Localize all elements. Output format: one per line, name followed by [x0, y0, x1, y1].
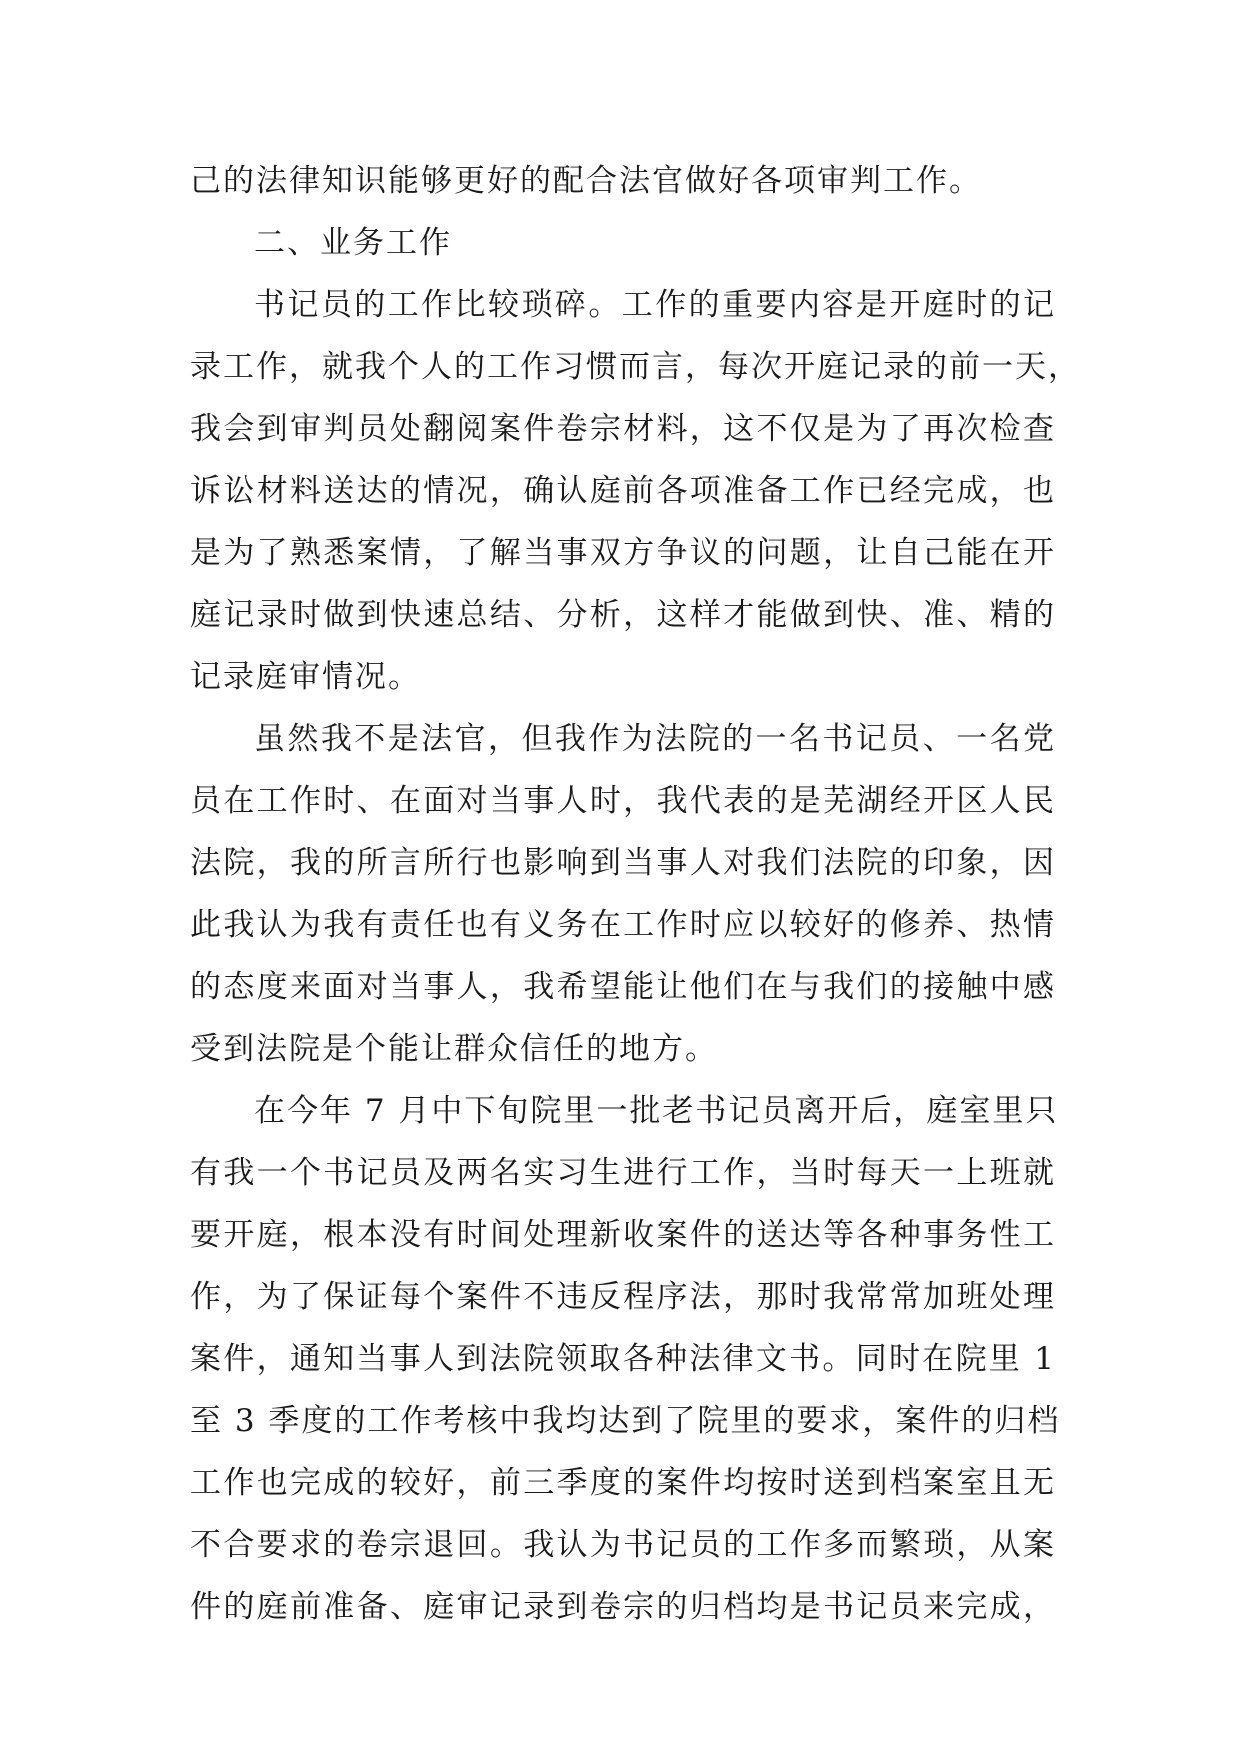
text-line: 我会到审判员处翻阅案件卷宗材料，这不仅是为了再次检查	[190, 411, 1056, 447]
text-line: 记录庭审情况。	[190, 659, 421, 695]
text-line: 虽然我不是法官，但我作为法院的一名书记员、一名党	[254, 721, 1056, 757]
text-line: 己的法律知识能够更好的配合法官做好各项审判工作。	[190, 163, 982, 199]
text-line: 工作也完成的较好，前三季度的案件均按时送到档案室且无	[190, 1465, 1056, 1501]
text-line: 庭记录时做到快速总结、分析，这样才能做到快、准、精的	[190, 597, 1056, 633]
text-line: 不合要求的卷宗退回。我认为书记员的工作多而繁琐，从案	[190, 1527, 1056, 1563]
text-line: 要开庭，根本没有时间处理新收案件的送达等各种事务性工	[190, 1217, 1056, 1253]
text-line: 案件，通知当事人到法院领取各种法律文书。同时在院里 1	[190, 1341, 1056, 1377]
text-line: 诉讼材料送达的情况，确认庭前各项准备工作已经完成，也	[190, 473, 1056, 509]
section-heading: 二、业务工作	[254, 225, 452, 261]
text-line: 员在工作时、在面对当事人时，我代表的是芜湖经开区人民	[190, 783, 1056, 819]
text-line: 的态度来面对当事人，我希望能让他们在与我们的接触中感	[190, 969, 1056, 1005]
text-line: 受到法院是个能让群众信任的地方。	[190, 1031, 718, 1067]
text-line: 录工作，就我个人的工作习惯而言，每次开庭记录的前一天，	[190, 349, 1081, 385]
text-line: 件的庭前准备、庭审记录到卷宗的归档均是书记员来完成，	[190, 1589, 1056, 1625]
text-line: 在今年 7 月中下旬院里一批老书记员离开后，庭室里只	[254, 1093, 1059, 1129]
text-line: 有我一个书记员及两名实习生进行工作，当时每天一上班就	[190, 1155, 1056, 1191]
text-line: 此我认为我有责任也有义务在工作时应以较好的修养、热情	[190, 907, 1056, 943]
text-line: 至 3 季度的工作考核中我均达到了院里的要求，案件的归档	[190, 1403, 1061, 1439]
document-body	[190, 150, 1081, 1638]
text-line: 法院，我的所言所行也影响到当事人对我们法院的印象，因	[190, 845, 1056, 881]
text-line: 书记员的工作比较琐碎。工作的重要内容是开庭时的记	[254, 287, 1056, 323]
text-line: 作，为了保证每个案件不违反程序法，那时我常常加班处理	[190, 1279, 1056, 1315]
text-line: 是为了熟悉案情，了解当事双方争议的问题，让自己能在开	[190, 535, 1056, 571]
